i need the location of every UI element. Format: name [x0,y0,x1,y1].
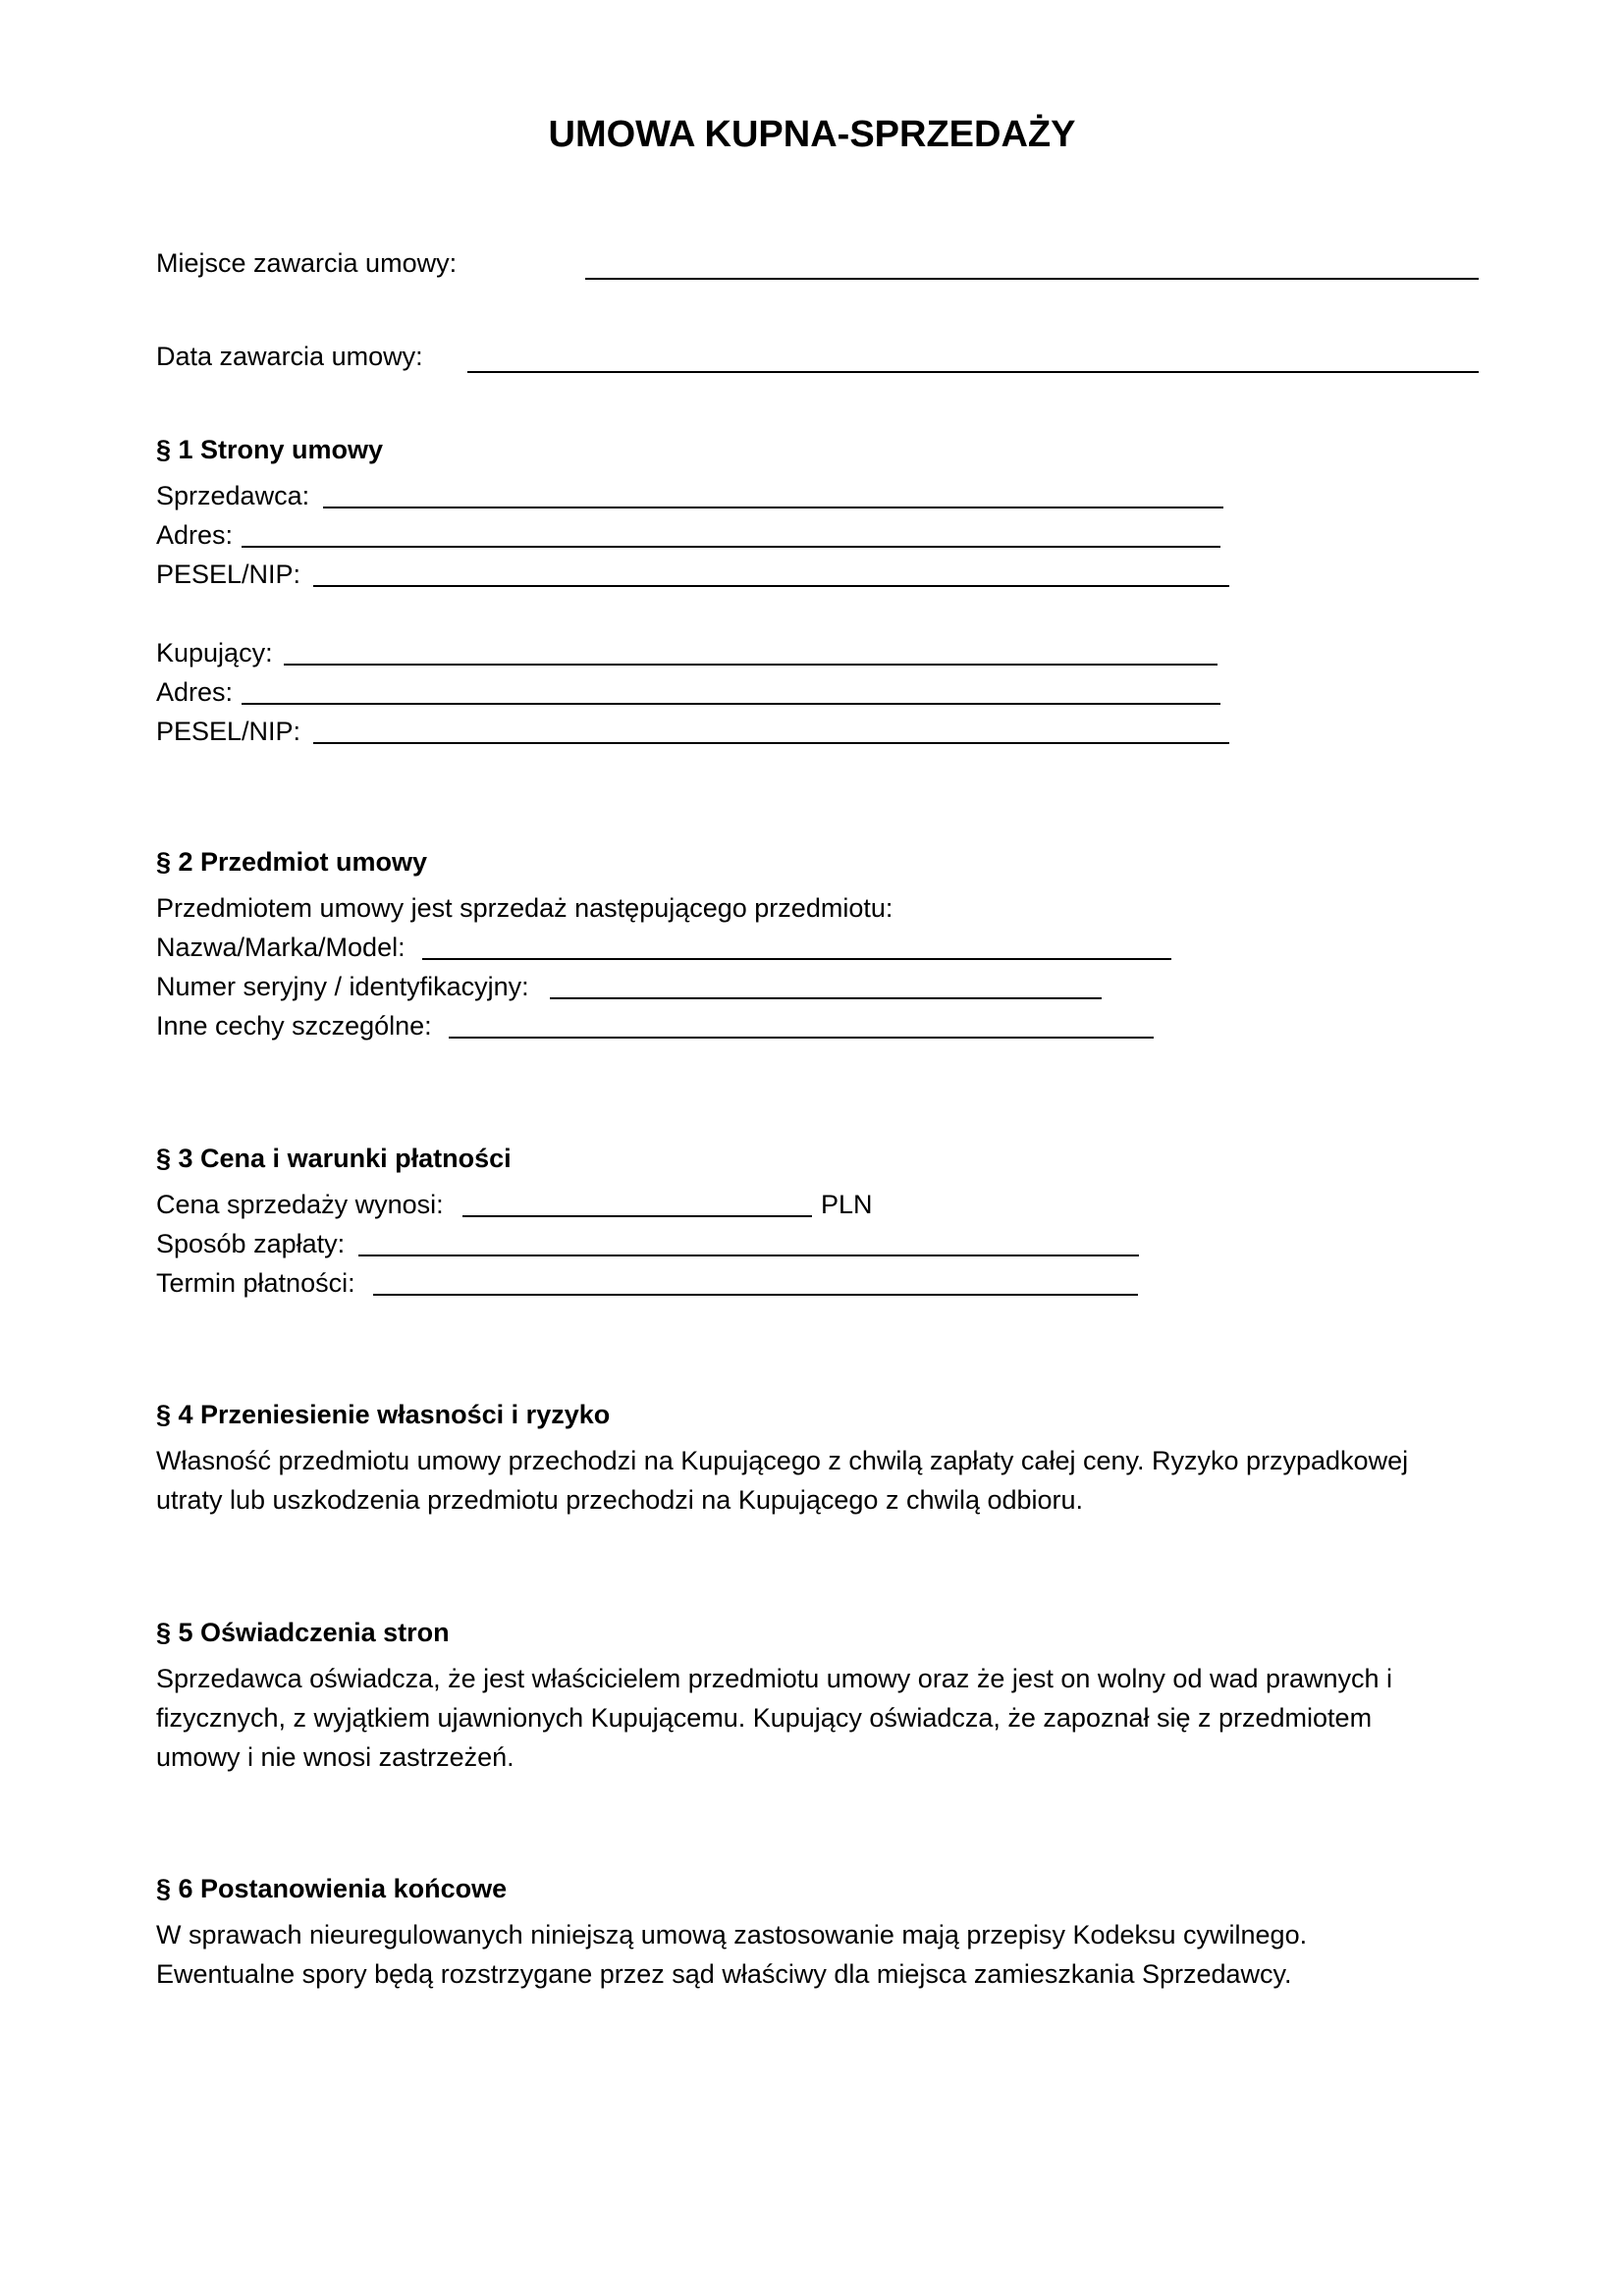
buyer-label: Kupujący: [156,638,273,667]
section-4-text-line-2: utraty lub uszkodzenia przedmiotu przechodzi na Kupującego z chwilą odbioru. [156,1485,1084,1515]
buyer-address-field[interactable] [242,703,1220,705]
place-label: Miejsce zawarcia umowy: [156,248,458,278]
seller-label: Sprzedawca: [156,481,310,510]
serial-number-field[interactable] [550,997,1102,999]
buyer-field[interactable] [284,664,1218,666]
seller-id-label: PESEL/NIP: [156,560,301,589]
section-5-text-line-2: fizycznych, z wyjątkiem ujawnionych Kupującemu. Kupujący oświadcza, że zapoznał się z przedmiotem [156,1703,1373,1733]
section-6-text-line-1: W sprawach nieuregulowanych niniejszą umową zastosowanie mają przepisy Kodeksu cywilnego. [156,1920,1308,1949]
price-field[interactable] [462,1215,812,1217]
buyer-id-field[interactable] [313,742,1229,744]
seller-field[interactable] [323,507,1223,508]
section-5-text-line-1: Sprzedawca oświadcza, że jest właścicielem przedmiotu umowy oraz że jest on wolny od wad prawnych i [156,1664,1393,1693]
date-label: Data zawarcia umowy: [156,342,423,371]
section-2-heading: § 2 Przedmiot umowy [156,847,428,877]
section-1-heading: § 1 Strony umowy [156,435,384,464]
section-3-heading: § 3 Cena i warunki płatności [156,1144,512,1173]
seller-address-label: Adres: [156,520,234,550]
price-label: Cena sprzedaży wynosi: [156,1190,444,1219]
subject-intro: Przedmiotem umowy jest sprzedaż następującego przedmiotu: [156,893,893,923]
buyer-id-label: PESEL/NIP: [156,717,301,746]
buyer-address-label: Adres: [156,677,234,707]
payment-method-field[interactable] [358,1255,1139,1256]
features-label: Inne cechy szczególne: [156,1011,432,1041]
date-field[interactable] [467,371,1479,373]
seller-address-field[interactable] [242,546,1220,548]
section-5-heading: § 5 Oświadczenia stron [156,1618,450,1647]
item-name-field[interactable] [422,958,1171,960]
seller-id-field[interactable] [313,585,1229,587]
currency-label: PLN [821,1190,873,1219]
section-6-text-line-2: Ewentualne spory będą rozstrzygane przez sąd właściwy dla miejsca zamieszkania Sprzedawcy. [156,1959,1292,1989]
section-4-text-line-1: Własność przedmiotu umowy przechodzi na Kupującego z chwilą zapłaty całej ceny. Ryzyko przypadkowej [156,1446,1409,1475]
payment-due-field[interactable] [373,1294,1138,1296]
section-4-heading: § 4 Przeniesienie własności i ryzyko [156,1400,611,1429]
place-field[interactable] [585,278,1479,280]
payment-method-label: Sposób zapłaty: [156,1229,346,1258]
document-title: UMOWA KUPNA-SPRZEDAŻY [548,114,1076,155]
payment-due-label: Termin płatności: [156,1268,355,1298]
section-5-text-line-3: umowy i nie wnosi zastrzeżeń. [156,1742,514,1772]
item-name-label: Nazwa/Marka/Model: [156,933,406,962]
section-6-heading: § 6 Postanowienia końcowe [156,1874,508,1903]
features-field[interactable] [449,1037,1154,1039]
serial-number-label: Numer seryjny / identyfikacyjny: [156,972,529,1001]
